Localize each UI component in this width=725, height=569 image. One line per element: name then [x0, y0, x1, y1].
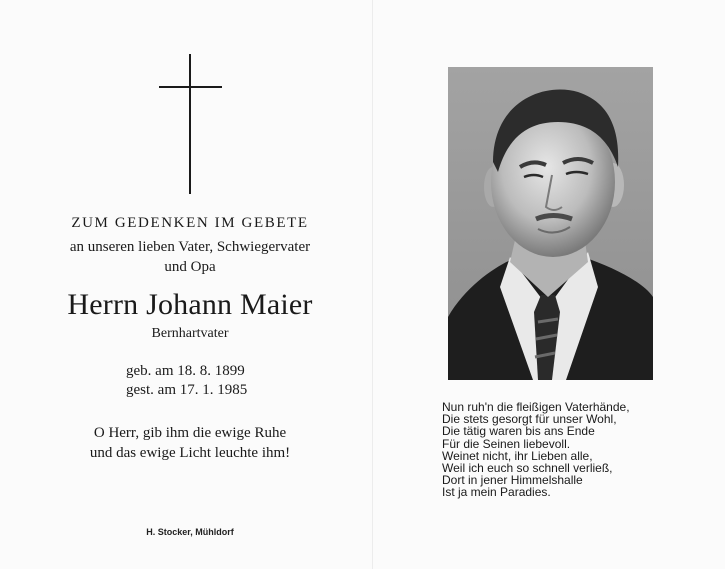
poem-line: Die tätig waren bis ans Ende	[442, 424, 595, 439]
relation-line-2: und Opa	[164, 259, 216, 275]
memorial-heading: ZUM GEDENKEN IM GEBETE	[71, 215, 309, 231]
printer-imprint: H. Stocker, Mühldorf	[146, 527, 234, 537]
relation-line-1: an unseren lieben Vater, Schwiegervater	[69, 239, 311, 255]
portrait-photo	[448, 67, 653, 380]
deceased-nickname: Bernhartvater	[151, 326, 229, 341]
death-date: gest. am 17. 1. 1985	[126, 382, 248, 398]
poem-line: Dort in jener Himmelshalle	[442, 473, 583, 488]
poem-line: Nun ruh'n die fleißigen Vaterhände,	[442, 400, 630, 414]
poem-line: Weinet nicht, ihr Lieben alle,	[442, 448, 593, 463]
poem-line: Für die Seinen liebevoll.	[442, 436, 571, 451]
poem-line: Weil ich euch so schnell verließ,	[442, 461, 613, 476]
right-panel	[373, 0, 725, 569]
deceased-name: Herrn Johann Maier	[67, 288, 313, 321]
birth-date: geb. am 18. 8. 1899	[126, 363, 245, 379]
poem	[442, 401, 722, 499]
poem-line: Die stets gesorgt für unser Wohl,	[442, 412, 617, 427]
poem-line: Ist ja mein Paradies.	[442, 485, 551, 500]
prayer-line-2: und das ewige Licht leuchte ihm!	[89, 445, 291, 461]
prayer-line-1: O Herr, gib ihm die ewige Ruhe	[93, 425, 287, 441]
